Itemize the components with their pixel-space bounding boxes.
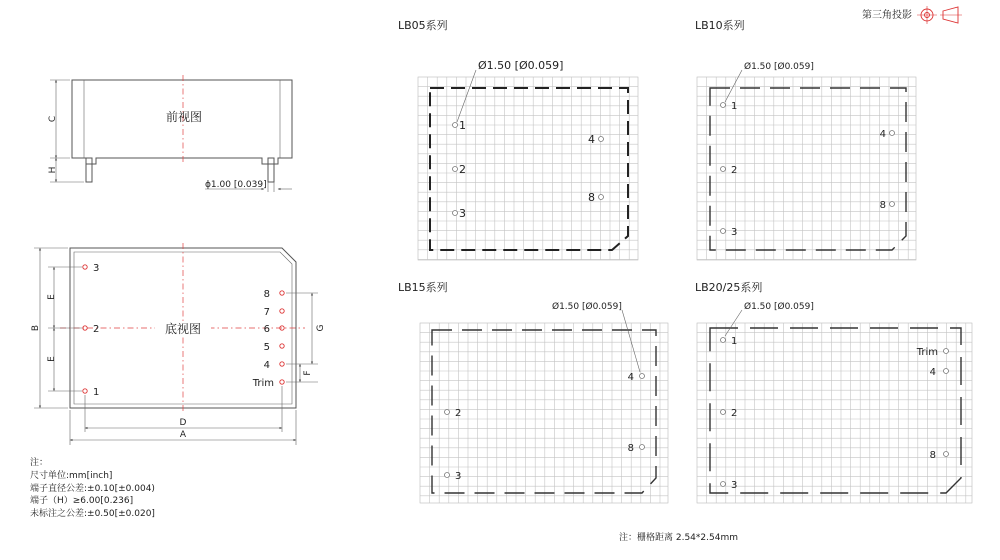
grid-pin	[721, 482, 726, 487]
pin-3	[83, 265, 87, 269]
bottom-view	[31, 243, 326, 445]
grid-pin-label: 2	[459, 163, 466, 176]
grid-pin-label: 1	[731, 101, 738, 112]
grid-pin	[944, 452, 949, 457]
grid-pin-label: 8	[588, 191, 595, 204]
grid-pin-label: 4	[588, 133, 595, 146]
grid-pin-label: 8	[879, 200, 886, 211]
pin-5	[280, 344, 284, 348]
pin-callout: Ø1.50 [Ø0.059]	[744, 302, 814, 312]
grid-pin-label: 3	[731, 227, 738, 238]
dim-g-label: G	[316, 324, 326, 332]
right-pin-label: 8	[263, 289, 270, 300]
pin-callout: Ø1.50 [Ø0.059]	[478, 59, 564, 72]
series-title: LB10系列	[695, 19, 745, 32]
footprint-grid	[697, 77, 916, 260]
grid-pin	[890, 131, 895, 136]
dim-a-label: A	[179, 430, 187, 440]
grid-pin-label: 4	[879, 129, 886, 140]
grid-pin-label: 1	[731, 336, 738, 347]
left-pin-label: 3	[93, 263, 100, 274]
note-line: 未标注之公差:±0.50[±0.020]	[30, 509, 155, 519]
series-lb20-25	[695, 280, 972, 503]
grid-pin	[944, 349, 949, 354]
projection-symbol-icon	[917, 6, 962, 24]
pin-4	[280, 362, 284, 366]
grid-pin-label: 3	[459, 207, 466, 220]
grid-pin	[599, 137, 604, 142]
third-angle-projection	[862, 6, 962, 24]
grid-pin	[721, 103, 726, 108]
grid-pin-label: Trim	[916, 347, 938, 358]
grid-spacing-note: 注：栅格距离 2.54*2.54mm	[619, 533, 738, 543]
note-line: 端子（H）≥6.00[0.236]	[30, 496, 134, 506]
grid-pin	[453, 123, 458, 128]
grid-pin	[445, 410, 450, 415]
pin-callout: Ø1.50 [Ø0.059]	[552, 302, 622, 312]
dim-d-label: D	[179, 418, 187, 428]
dim-e-label: E	[47, 294, 57, 300]
grid-pin-label: 8	[627, 443, 634, 454]
grid-pin	[721, 410, 726, 415]
right-pin-label: 6	[263, 324, 270, 335]
pin-7	[280, 309, 284, 313]
pin-1	[83, 389, 87, 393]
notes	[30, 456, 155, 519]
left-pin-label: 2	[93, 324, 100, 335]
grid-pin-label: 4	[627, 372, 634, 383]
front-view	[48, 75, 292, 192]
right-pin-label: 7	[263, 307, 270, 318]
pin-8	[280, 291, 284, 295]
grid-pin	[640, 445, 645, 450]
grid-pin	[721, 338, 726, 343]
grid-pin	[721, 229, 726, 234]
front-pin-right	[268, 158, 274, 182]
grid-pin	[453, 167, 458, 172]
note-line: 端子直径公差:±0.10[±0.004)	[30, 484, 155, 494]
grid-pin-label: 1	[459, 119, 466, 132]
series-lb15	[398, 280, 668, 503]
dim-c-label: C	[48, 115, 58, 123]
right-pin-label: 4	[263, 360, 270, 371]
notes-heading: 注：	[30, 458, 49, 468]
projection-label: 第三角投影	[862, 10, 912, 21]
grid-pin-label: 3	[455, 471, 462, 482]
grid-pin-label: 2	[455, 408, 462, 419]
grid-pin	[944, 369, 949, 374]
pin-trim	[280, 380, 284, 384]
left-pin-label: 1	[93, 387, 100, 398]
grid-pin-label: 4	[929, 367, 936, 378]
grid-pin	[599, 195, 604, 200]
grid-pin-label: 2	[731, 165, 738, 176]
footprint-grid	[418, 77, 638, 260]
grid-pin-label: 3	[731, 480, 738, 491]
bottom-view-title: 底视图	[164, 322, 202, 336]
series-title: LB20/25系列	[695, 281, 763, 294]
right-pin-label: 5	[263, 342, 270, 353]
right-pin-label: Trim	[252, 378, 274, 389]
dim-e-label: E	[47, 356, 57, 362]
dim-b-label: B	[31, 324, 41, 332]
grid-pin	[640, 374, 645, 379]
front-pin-left	[86, 158, 92, 182]
series-title: LB05系列	[398, 19, 448, 32]
dim-h-label: H	[48, 166, 58, 174]
grid-pin	[445, 473, 450, 478]
series-title: LB15系列	[398, 281, 448, 294]
front-view-title: 前视图	[165, 110, 203, 124]
note-line: 尺寸单位:mm[inch]	[30, 471, 113, 481]
series-lb10	[695, 18, 916, 260]
pin-callout: Ø1.50 [Ø0.059]	[744, 62, 814, 72]
dim-f-label: F	[303, 370, 313, 376]
grid-pin-label: 2	[731, 408, 738, 419]
pin-diameter-label: ϕ1.00 [0.039]	[205, 180, 267, 190]
grid-pin	[890, 202, 895, 207]
grid-pin	[721, 167, 726, 172]
series-lb05	[398, 18, 638, 260]
grid-pin	[453, 211, 458, 216]
grid-pin-label: 8	[929, 450, 936, 461]
